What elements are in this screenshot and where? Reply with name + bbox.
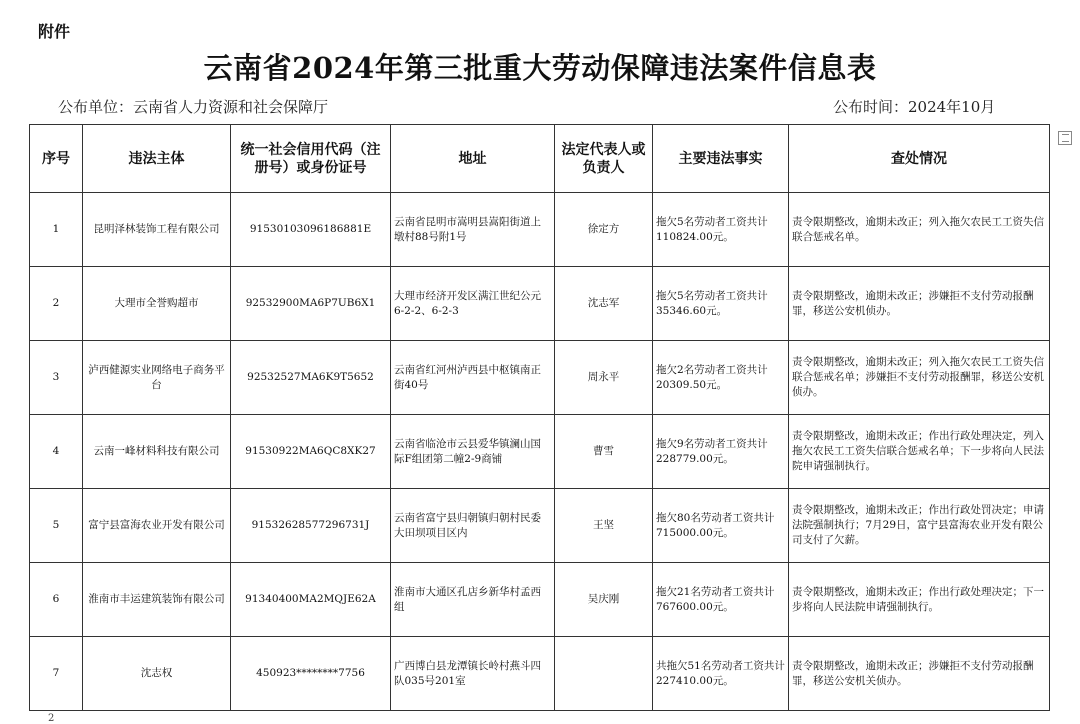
publish-time-line: 公布时间：2024年10月 xyxy=(833,98,996,116)
attachment-label: 附件 xyxy=(38,22,71,41)
header-seq: 序号 xyxy=(30,125,83,193)
cell-credit-code: 91532628577296731J xyxy=(231,489,391,563)
cell-facts: 拖欠5名劳动者工资共计35346.60元。 xyxy=(653,267,789,341)
cell-address: 大理市经济开发区满江世纪公元6-2-2、6-2-3 xyxy=(391,267,555,341)
page-footer-mark: 2 xyxy=(48,713,55,724)
cell-address: 广西博白县龙潭镇长岭村燕斗四队035号201室 xyxy=(391,637,555,711)
cell-legal-rep: 沈志军 xyxy=(555,267,653,341)
cell-address: 云南省昆明市嵩明县嵩阳街道上墩村88号附1号 xyxy=(391,193,555,267)
cell-handling: 责令限期整改，逾期未改正；作出行政处理决定；下一步将向人民法院申请强制执行。 xyxy=(789,563,1050,637)
cell-seq: 4 xyxy=(30,415,83,489)
cell-facts: 拖欠9名劳动者工资共计228779.00元。 xyxy=(653,415,789,489)
cell-subject: 泸西健源实业网络电子商务平台 xyxy=(83,341,231,415)
cell-address: 淮南市大通区孔店乡新华村孟西组 xyxy=(391,563,555,637)
cell-handling: 责令限期整改，逾期未改正；列入拖欠农民工工资失信联合惩戒名单。 xyxy=(789,193,1050,267)
header-legal-rep: 法定代表人或负责人 xyxy=(555,125,653,193)
cell-seq: 7 xyxy=(30,637,83,711)
header-credit-code: 统一社会信用代码（注册号）或身份证号 xyxy=(231,125,391,193)
table-row xyxy=(30,341,1050,415)
cell-handling: 责令限期整改，逾期未改正；作出行政处理决定，列入拖欠农民工工资失信联合惩戒名单；下一步将向人民法院申请强制执行。 xyxy=(789,415,1050,489)
table-row xyxy=(30,563,1050,637)
cell-credit-code: 92532527MA6K9T5652 xyxy=(231,341,391,415)
cell-facts: 拖欠80名劳动者工资共计715000.00元。 xyxy=(653,489,789,563)
cell-subject: 淮南市丰运建筑装饰有限公司 xyxy=(83,563,231,637)
cell-subject: 云南一峰材料科技有限公司 xyxy=(83,415,231,489)
cell-subject: 大理市全誉购超市 xyxy=(83,267,231,341)
case-info-table xyxy=(29,124,1050,711)
cell-address: 云南省富宁县归朝镇归朝村民委大田坝项目区内 xyxy=(391,489,555,563)
cell-credit-code: 92532900MA6P7UB6X1 xyxy=(231,267,391,341)
cell-subject: 沈志权 xyxy=(83,637,231,711)
cell-legal-rep: 曹雪 xyxy=(555,415,653,489)
cell-address: 云南省临沧市云县爱华镇澜山国际F组团第二幢2-9商铺 xyxy=(391,415,555,489)
cell-legal-rep: 吴庆刚 xyxy=(555,563,653,637)
cell-handling: 责令限期整改，逾期未改正；列入拖欠农民工工资失信联合惩戒名单；涉嫌拒不支付劳动报酬罪，移送公安机侦办。 xyxy=(789,341,1050,415)
document-title: 云南省2024年第三批重大劳动保障违法案件信息表 xyxy=(203,51,877,85)
table-row xyxy=(30,193,1050,267)
cell-credit-code: 91340400MA2MQJE62A xyxy=(231,563,391,637)
cell-legal-rep: 王坚 xyxy=(555,489,653,563)
page-side-icon[interactable] xyxy=(1058,131,1072,145)
cell-credit-code: 91530103096186881E xyxy=(231,193,391,267)
cell-facts: 拖欠2名劳动者工资共计20309.50元。 xyxy=(653,341,789,415)
cell-subject: 富宁县富海农业开发有限公司 xyxy=(83,489,231,563)
cell-handling: 责令限期整改，逾期未改正；涉嫌拒不支付劳动报酬罪，移送公安机关侦办。 xyxy=(789,637,1050,711)
table-row xyxy=(30,415,1050,489)
cell-legal-rep xyxy=(555,637,653,711)
cell-legal-rep: 周永平 xyxy=(555,341,653,415)
cell-address: 云南省红河州泸西县中枢镇南正街40号 xyxy=(391,341,555,415)
cell-seq: 1 xyxy=(30,193,83,267)
table-row xyxy=(30,489,1050,563)
cell-credit-code: 91530922MA6QC8XK27 xyxy=(231,415,391,489)
cell-legal-rep: 徐定方 xyxy=(555,193,653,267)
cell-seq: 6 xyxy=(30,563,83,637)
cell-facts: 拖欠21名劳动者工资共计767600.00元。 xyxy=(653,563,789,637)
cell-handling: 责令限期整改，逾期未改正；涉嫌拒不支付劳动报酬罪，移送公安机侦办。 xyxy=(789,267,1050,341)
cell-seq: 3 xyxy=(30,341,83,415)
header-subject: 违法主体 xyxy=(83,125,231,193)
cell-handling: 责令限期整改，逾期未改正；作出行政处罚决定；申请法院强制执行；7月29日，富宁县富海农业开发有限公司支付了欠薪。 xyxy=(789,489,1050,563)
header-facts: 主要违法事实 xyxy=(653,125,789,193)
cell-credit-code: 450923********7756 xyxy=(231,637,391,711)
cell-facts: 拖欠5名劳动者工资共计110824.00元。 xyxy=(653,193,789,267)
table-row xyxy=(30,637,1050,711)
cell-subject: 昆明泽林装饰工程有限公司 xyxy=(83,193,231,267)
cell-seq: 2 xyxy=(30,267,83,341)
table-header-row xyxy=(30,125,1050,193)
header-handling: 查处情况 xyxy=(789,125,1050,193)
table-row xyxy=(30,267,1050,341)
cell-facts: 共拖欠51名劳动者工资共计227410.00元。 xyxy=(653,637,789,711)
publisher-line: 公布单位：云南省人力资源和社会保障厅 xyxy=(58,98,329,116)
cell-seq: 5 xyxy=(30,489,83,563)
header-address: 地址 xyxy=(391,125,555,193)
